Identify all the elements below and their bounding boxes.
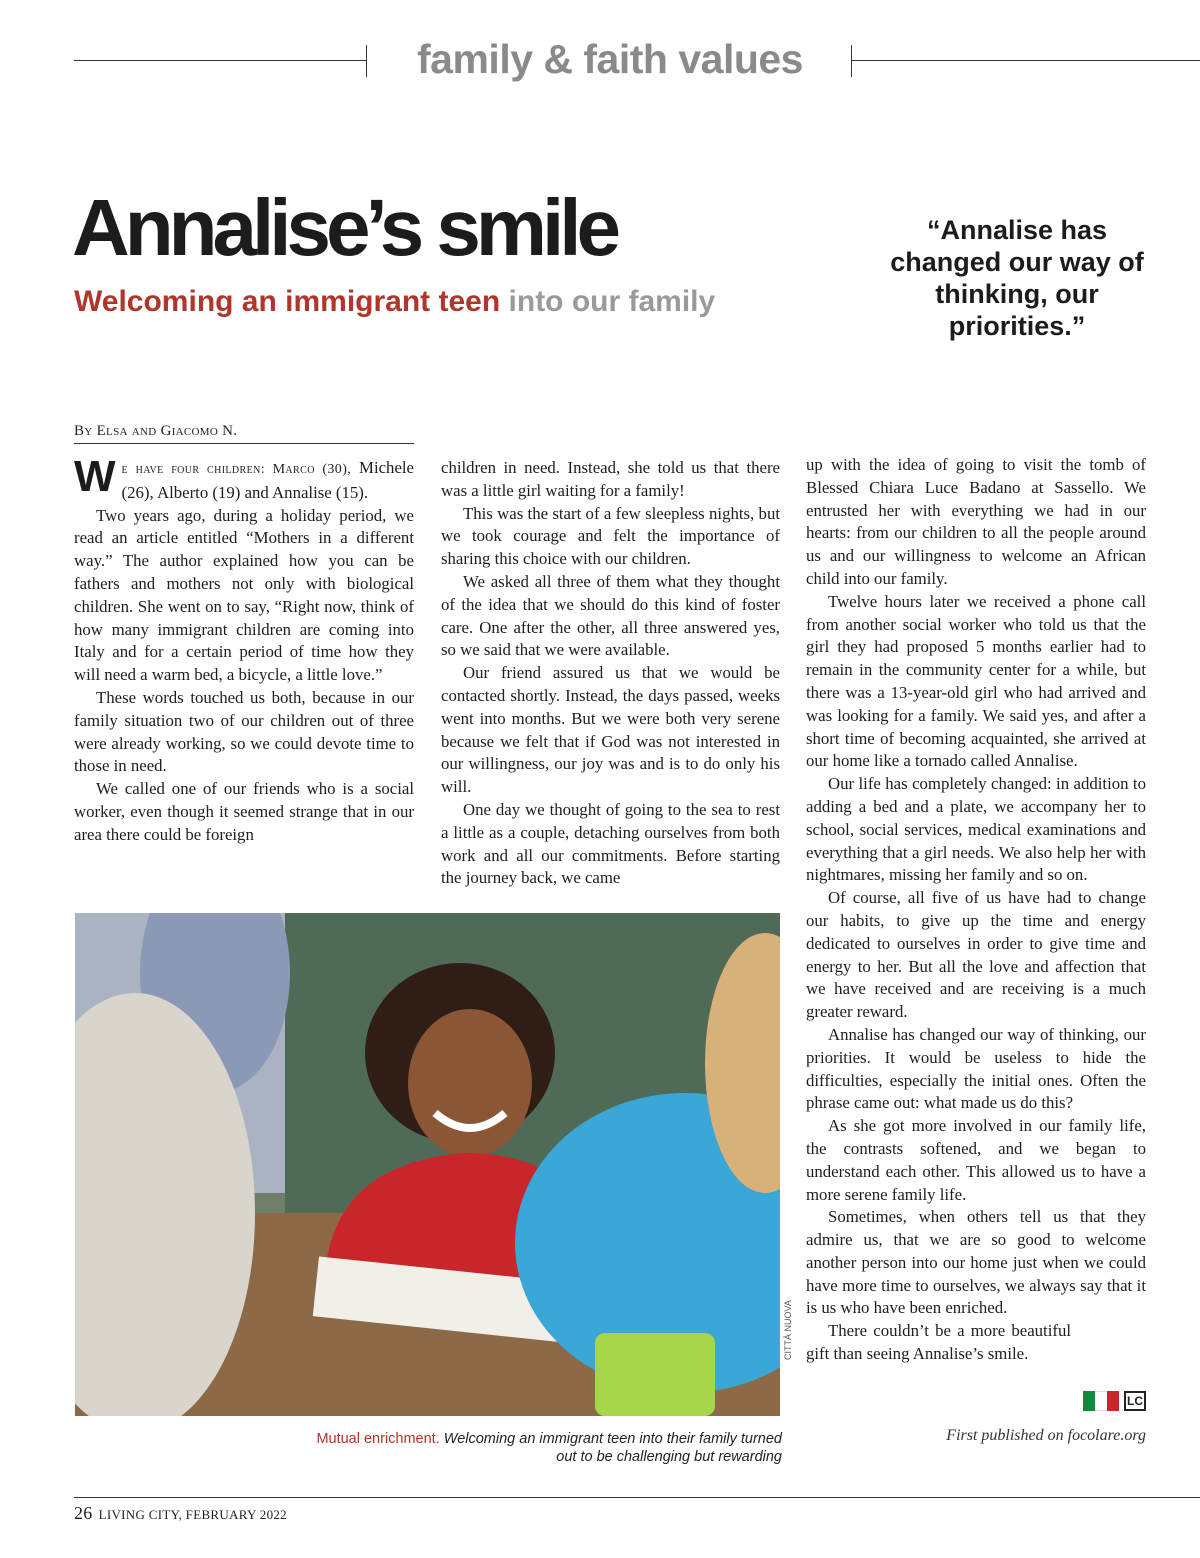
byline: By Elsa and Giacomo N.	[74, 423, 238, 439]
publication-name: LIVING CITY, FEBRUARY 2022	[98, 1507, 287, 1522]
photo-credit: CITTÀ NUOVA	[783, 1300, 793, 1360]
article-title: Annalise’s smile	[72, 183, 616, 272]
paragraph: Our friend assured us that we would be contacted shortly. Instead, the days passed, weeks went into months. But we were both very serene because we felt that if God was not interested in our willingness, our joy was and is to do only his will.	[441, 663, 780, 797]
first-paragraph-rest: Michele (26), Alberto (19) and Annalise (15).	[121, 458, 414, 502]
column-3	[806, 454, 1146, 1366]
footer-rule	[74, 1497, 1200, 1498]
paragraph: We asked all three of them what they thought of the idea that we should do this kind of foster care. One after the other, all three answered yes, so we said that we were available.	[441, 571, 780, 660]
photo-caption	[300, 1430, 782, 1466]
page-footer	[74, 1503, 287, 1524]
paragraph: These words touched us both, because in our family situation two of our children out of three were already working, so we could devote time to those in need.	[74, 687, 414, 776]
flag-stripe-white	[1095, 1391, 1107, 1411]
green-pencil-cup	[595, 1333, 715, 1416]
first-paragraph	[74, 452, 414, 505]
italian-flag-icon	[1083, 1391, 1119, 1411]
subtitle-gray: into our family	[508, 285, 716, 318]
column-2	[441, 457, 780, 890]
paragraph: Sometimes, when others tell us that they admire us, that we are so good to welcome another person into our home just when we could have more time to ourselves, we always say that it is us who have been enriched.	[806, 1207, 1146, 1318]
paragraph: We called one of our friends who is a social worker, even though it seemed strange that in our area there could be foreign	[74, 779, 414, 844]
caption-lead: Mutual enrichment.	[316, 1431, 440, 1447]
header-rule-left	[74, 60, 366, 61]
paragraph: As she got more involved in our family life, the contrasts softened, and we began to understand each other. This allowed us to have a more serene family life.	[806, 1116, 1146, 1204]
paragraph: This was the start of a few sleepless nights, but we took courage and felt the importance of sharing this choice with our children.	[441, 503, 780, 569]
paragraph: Of course, all five of us have had to change our habits, to give up the time and energy dedicated to ourselves in order to give time and energy to her. But all the love and affection that we have received and are receiving is a much greater reward.	[806, 888, 1146, 1022]
flag-stripe-red	[1107, 1391, 1119, 1411]
photo-illustration	[75, 913, 780, 1416]
column-1	[74, 452, 414, 847]
header-rule-right	[851, 60, 1200, 61]
flag-stripe-green	[1083, 1391, 1095, 1411]
first-paragraph-smallcaps: e have four children: Marco (30),	[121, 462, 352, 477]
girl-face	[408, 1009, 532, 1157]
page-number: 26	[74, 1503, 93, 1523]
living-city-logo-icon: LC	[1124, 1391, 1146, 1411]
drop-cap: W	[74, 452, 116, 501]
paragraph: Twelve hours later we received a phone call from another social worker who told us that the girl they had proposed 5 months earlier had to remain in the community center for a while, but there was a 13-year-old girl who had arrived and was looking for a family. We said yes, and after a short time of becoming acquainted, she arrived at our home like a tornado called Annalise.	[806, 591, 1146, 771]
paragraph-continued: children in need. Instead, she told us that there was a little girl waiting for a family!	[441, 458, 780, 500]
article-subtitle	[74, 284, 715, 320]
paragraph-last: There couldn’t be a more beautiful gift than seeing Annalise’s smile.	[806, 1321, 1071, 1364]
paragraph: Annalise has changed our way of thinking, our priorities. It would be useless to hide the difficulties, especially the initial ones. Often the phrase came out: what made us do this?	[806, 1024, 1146, 1113]
caption-body: Welcoming an immigrant teen into their family turned out to be challenging but rewarding	[439, 1431, 782, 1465]
section-title: family & faith values	[417, 36, 803, 82]
paragraph: One day we thought of going to the sea to rest a little as a couple, detaching ourselves from both work and all our commitments. Before starting the journey back, we came	[441, 799, 780, 888]
article-photo	[75, 913, 780, 1416]
header-tick-right	[851, 45, 852, 77]
paragraph: Our life has completely changed: in addition to adding a bed and a plate, we accompany her to school, social services, medical examinations and everything that a girl needs. We also help her with nightmares, missing her family and so on.	[806, 774, 1146, 885]
header-tick-left	[366, 45, 367, 77]
pull-quote: “Annalise has changed our way of thinking, our priorities.”	[890, 215, 1144, 341]
subtitle-red: Welcoming an immigrant teen	[74, 285, 501, 318]
byline-rule	[74, 443, 414, 444]
paragraph-continued: up with the idea of going to visit the tomb of Blessed Chiara Luce Badano at Sassello. We entrusted her with everything we had in our hearts: from our children to all the people around us and our willingness to welcome an African child into our family.	[806, 455, 1146, 588]
first-published-note: First published on focolare.org	[946, 1427, 1146, 1444]
paragraph: Two years ago, during a holiday period, we read an article entitled “Mothers in a different way.” The author explained how you can be fathers and mothers not only with biological children. She went on to say, “Right now, think of how many immigrant children are coming into Italy and for a certain period of time how they will need a warm bed, a bicycle, a little love.”	[74, 505, 414, 685]
